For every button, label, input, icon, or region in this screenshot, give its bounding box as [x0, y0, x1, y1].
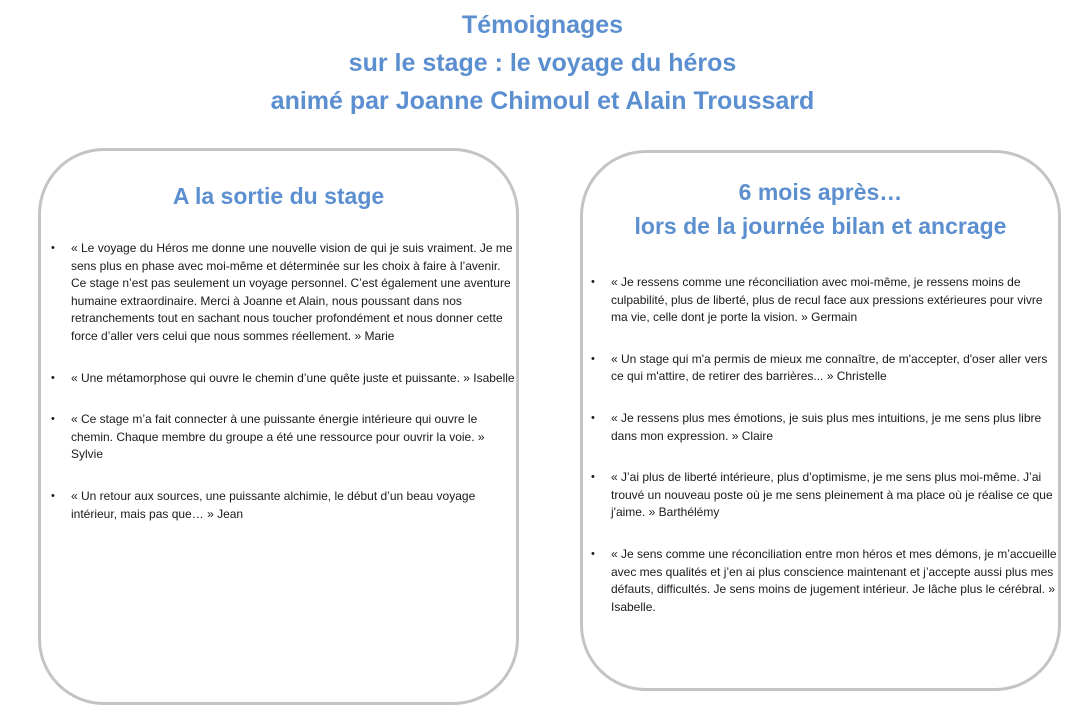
quote-text: « Je ressens plus mes émotions, je suis plus mes intuitions, je me sens plus libre dans mon expression. » Claire — [611, 410, 1042, 443]
title-line-3: animé par Joanne Chimoul et Alain Troussard — [270, 87, 815, 115]
title-line-1: Témoignages — [461, 11, 624, 39]
quote-text: « Un stage qui m'a permis de mieux me connaître, de m'accepter, d'oser aller vers ce qui m'attire, de retirer des barrières... » Christelle — [611, 351, 1048, 384]
list-item — [589, 469, 1057, 522]
panel-heading-line-1: 6 mois après… — [738, 179, 903, 205]
bullet-icon: • — [591, 352, 595, 365]
quote-text: « Le voyage du Héros me donne une nouvelle vision de qui je suis vraiment. Je me sens plus en phase avec moi-même et déterminée sur les choix à faire à l’avenir. Ce stage n’est pas seulement un voyage personnel. C’est également une aventure humaine extraordinaire. Merci à Joanne et Alain, nous poussant dans nos retranchements tout en sachant nous toucher profondément et nous donner cette force d’aller vers celui que nous sommes réellement. » Marie — [71, 241, 513, 343]
panel-heading-after-stage: A la sortie du stage — [172, 183, 385, 209]
panel-six-months-after — [580, 150, 1061, 691]
panel-heading-line-2: lors de la journée bilan et ancrage — [634, 213, 1007, 239]
list-item — [589, 546, 1057, 616]
page-title — [0, 6, 1085, 120]
bullet-icon: • — [591, 471, 595, 484]
quote-text: « Ce stage m’a fait connecter à une puissante énergie intérieure qui ouvre le chemin. Chaque membre du groupe a été une ressource pour ouvrir la voie. » Sylvie — [71, 412, 485, 462]
bullet-icon: • — [591, 411, 595, 424]
list-item — [589, 410, 1057, 445]
panel-heading-six-months — [583, 175, 1058, 243]
bullet-icon: • — [51, 371, 55, 384]
bullet-icon: • — [591, 276, 595, 288]
bullet-icon: • — [51, 489, 55, 502]
bullet-icon: • — [51, 242, 55, 254]
quote-text: « J’ai plus de liberté intérieure, plus d’optimisme, je me sens plus moi-même. J’ai trouvé un nouveau poste où je me sens pleinement à ma place où je réalise ce que j'aime. » Barthélémy — [611, 470, 1053, 520]
list-item — [49, 370, 517, 388]
panel-after-stage — [38, 148, 519, 705]
list-item — [49, 411, 517, 464]
list-item — [49, 488, 517, 523]
list-item — [589, 274, 1057, 327]
quote-text: « Je sens comme une réconciliation entre mon héros et mes démons, je m’accueille avec mes qualités et j’en ai plus conscience maintenant et j’accepte aussi plus mes défauts, difficultés. Je sens moins de jugement intérieur. Je lâche plus le cérébral. » Isabelle. — [611, 546, 1057, 614]
quote-list-after-stage — [49, 240, 517, 547]
bullet-icon: • — [51, 413, 55, 426]
list-item — [49, 240, 517, 346]
quote-text: « Je ressens comme une réconciliation avec moi-même, je ressens moins de culpabilité, plus de liberté, plus de recul face aux pressions extérieures pour vivre ma vie, celle dont je porte la vision. » Germain — [611, 275, 1043, 325]
quote-list-six-months — [589, 274, 1057, 640]
quote-text: « Un retour aux sources, une puissante alchimie, le début d’un beau voyage intérieur, mais pas que… » Jean — [71, 488, 476, 521]
title-line-2: sur le stage : le voyage du héros — [348, 49, 737, 77]
bullet-icon: • — [591, 547, 595, 560]
quote-text: « Une métamorphose qui ouvre le chemin d’une quête juste et puissante. » Isabelle — [71, 370, 515, 385]
list-item — [589, 351, 1057, 386]
